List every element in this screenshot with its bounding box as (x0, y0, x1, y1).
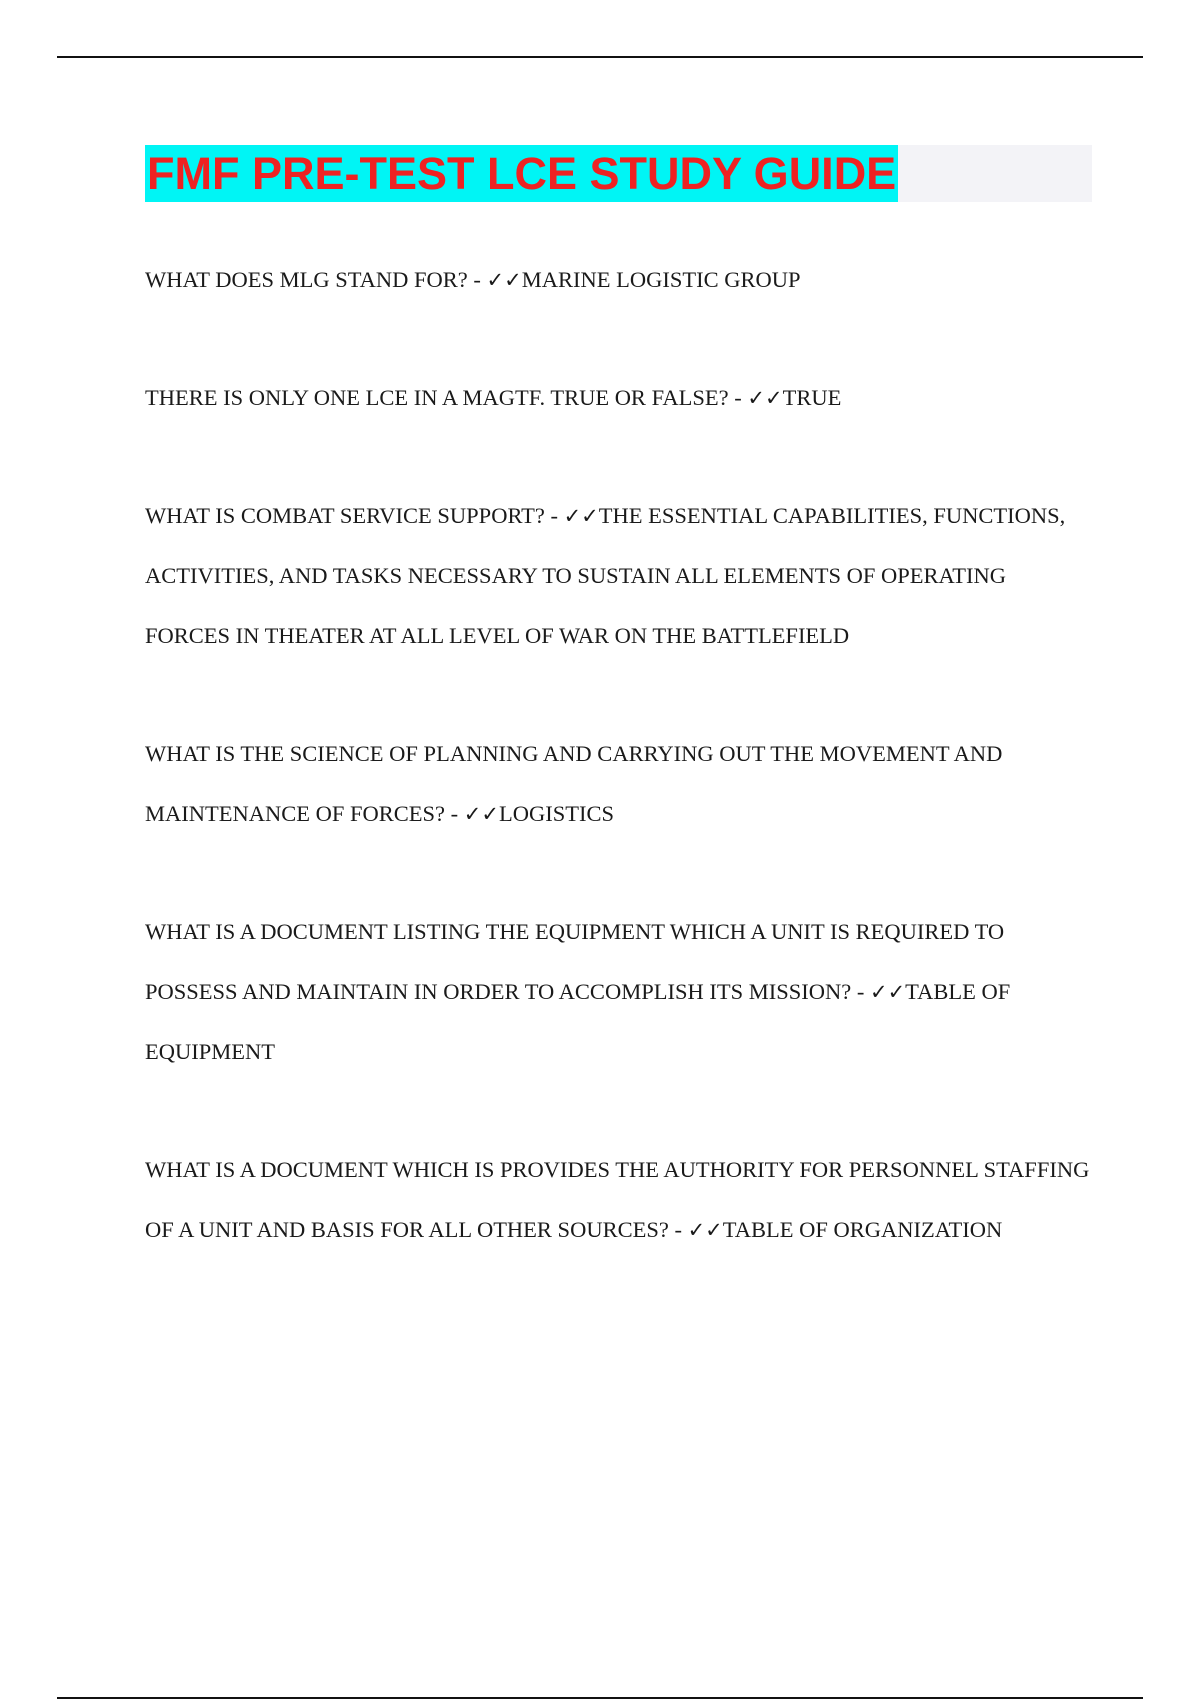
document-title: FMF PRE-TEST LCE STUDY GUIDE (145, 145, 898, 202)
qa-item (145, 250, 1095, 310)
qa-item (145, 902, 1095, 1082)
top-rule (57, 56, 1143, 58)
bottom-rule (57, 1697, 1143, 1699)
check-mark-icon: ✓✓ (486, 268, 522, 292)
check-mark-icon: ✓✓ (463, 802, 499, 826)
separator: - (668, 1217, 688, 1242)
separator: - (445, 801, 464, 826)
question-text: WHAT IS THE SCIENCE OF PLANNING AND CARRYING OUT THE MOVEMENT AND MAINTENANCE OF FORCES? (145, 741, 1003, 826)
answer-text: THE ESSENTIAL CAPABILITIES, FUNCTIONS, ACTIVITIES, AND TASKS NECESSARY TO SUSTAIN ALL ELEMENTS OF OPERATING FORCES IN THEATER AT ALL LEVEL OF WAR ON THE BATTLEFIELD (145, 503, 1066, 648)
answer-text: TABLE OF ORGANIZATION (722, 1217, 1003, 1242)
separator: - (851, 979, 870, 1004)
answer-text: TABLE OF EQUIPMENT (145, 979, 1011, 1064)
check-mark-icon: ✓✓ (869, 980, 906, 1004)
separator: - (544, 503, 564, 528)
qa-item (145, 724, 1095, 844)
separator: - (728, 385, 748, 410)
answer-text: MARINE LOGISTIC GROUP (521, 267, 801, 292)
question-text: WHAT DOES MLG STAND FOR? (145, 267, 468, 292)
check-mark-icon: ✓✓ (687, 1218, 723, 1242)
answer-text: LOGISTICS (498, 801, 614, 826)
check-mark-icon: ✓✓ (563, 504, 599, 528)
question-text: THERE IS ONLY ONE LCE IN A MAGTF. TRUE OR FALSE? (145, 385, 729, 410)
question-text: WHAT IS COMBAT SERVICE SUPPORT? (145, 503, 545, 528)
check-mark-icon: ✓✓ (747, 386, 783, 410)
question-text: WHAT IS A DOCUMENT WHICH IS PROVIDES THE AUTHORITY FOR PERSONNEL STAFFING OF A UNIT AND BASIS FOR ALL OTHER SOURCES? (145, 1157, 1090, 1242)
qa-item (145, 486, 1095, 666)
separator: - (467, 267, 487, 292)
answer-text: TRUE (782, 385, 842, 410)
qa-list (145, 250, 1095, 1260)
qa-item (145, 368, 1095, 428)
question-text: WHAT IS A DOCUMENT LISTING THE EQUIPMENT WHICH A UNIT IS REQUIRED TO POSSESS AND MAINTAIN IN ORDER TO ACCOMPLISH ITS MISSION? (145, 919, 1005, 1004)
qa-item (145, 1140, 1095, 1260)
